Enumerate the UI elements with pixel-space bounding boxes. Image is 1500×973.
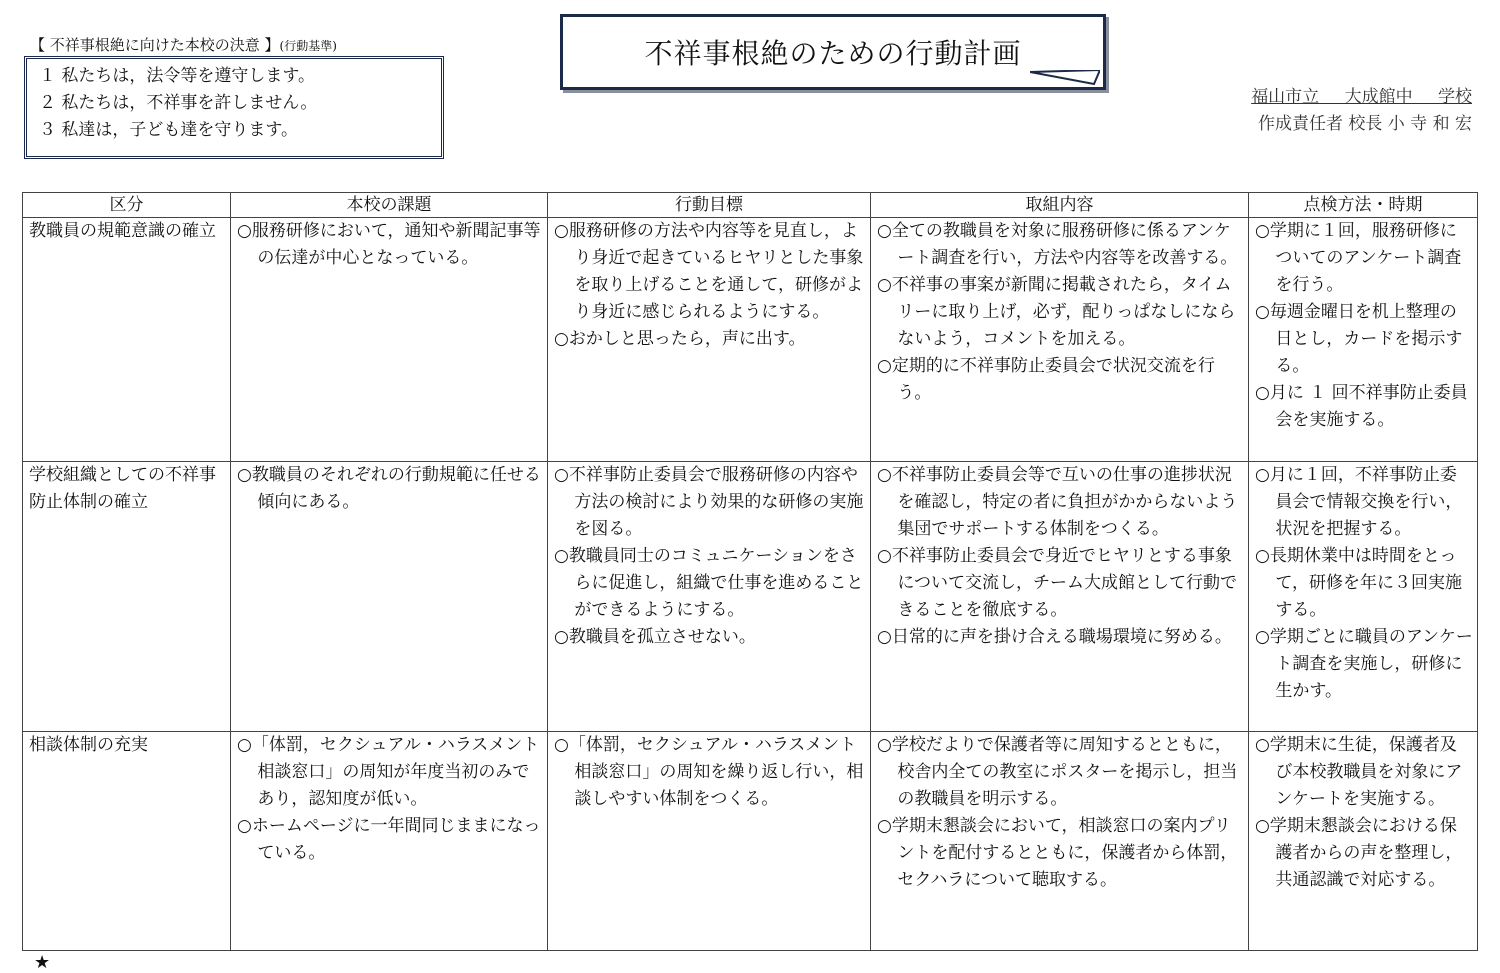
category-cell: 相談体制の充実 <box>23 731 231 950</box>
list-item: ○定期的に不祥事防止委員会で状況交流を行う。 <box>877 356 1215 403</box>
list-item: ○教職員のそれぞれの行動規範に任せる傾向にある。 <box>237 465 541 513</box>
list-item: ○ホームページに一年間同じままになっている。 <box>237 815 541 863</box>
list-item: ○教職員同士のコミュニケーションをさらに促進し，組織で仕事を進めることができるようにする。 <box>554 546 864 621</box>
list-item: ○おかしと思ったら，声に出す。 <box>554 329 806 349</box>
header-category: 区分 <box>23 193 231 218</box>
list-item: ○「体罰，セクシュアル・ハラスメント相談窓口」の周知を繰り返し行い，相談しやすい体制をつくる。 <box>554 734 864 809</box>
actions-cell <box>871 731 1249 950</box>
table-header-row <box>23 193 1478 218</box>
title-fold-decoration <box>1030 70 1100 86</box>
goals-cell <box>548 731 871 950</box>
header-issues: 本校の課題 <box>231 193 548 218</box>
issues-cell <box>231 731 548 950</box>
table-row <box>23 218 1478 462</box>
category-cell: 学校組織としての不祥事防止体制の確立 <box>23 462 231 731</box>
list-item: ○不祥事防止委員会等で互いの仕事の進捗状況を確認し，特定の者に負担がかからないよう集団でサポートする体制をつくる。 <box>877 465 1238 540</box>
issues-cell <box>231 218 548 462</box>
page-title: 不祥事根絶のための行動計画 <box>560 14 1106 90</box>
list-item: ○不祥事防止委員会で服務研修の内容や方法の検討により効果的な研修の実施を図る。 <box>554 465 864 540</box>
list-item: ○全ての教職員を対象に服務研修に係るアンケート調査を行い，方法や内容等を改善する。 <box>877 221 1238 268</box>
pledge-box <box>24 56 444 159</box>
list-item: ○学期末懇談会における保護者からの声を整理し，共通認識で対応する。 <box>1255 815 1463 890</box>
list-item: ○長期休業中は時間をとって，研修を年に３回実施する。 <box>1255 546 1463 621</box>
list-item: ○学期ごとに職員のアンケート調査を実施し，研修に生かす。 <box>1255 627 1473 702</box>
pledge-line: １ 私たちは，法令等を遵守します。 <box>39 66 316 86</box>
checks-cell <box>1249 218 1478 462</box>
list-item: ○服務研修において，通知や新聞記事等の伝達が中心となっている。 <box>237 221 541 268</box>
pledge-line: ３ 私達は，子ども達を守ります。 <box>39 120 299 140</box>
actions-cell <box>871 462 1249 731</box>
header-checks: 点検方法・時期 <box>1249 193 1478 218</box>
list-item: ○学期末に生徒，保護者及び本校教職員を対象にアンケートを実施する。 <box>1255 734 1463 809</box>
star-icon: ★ <box>34 952 51 973</box>
author: 作成責任者 校長 小 寺 和 宏 <box>1257 114 1472 134</box>
table-row <box>23 731 1478 950</box>
school-name: 福山市立 大成館中 学校 <box>1251 87 1472 107</box>
checks-cell <box>1249 462 1478 731</box>
goals-cell <box>548 462 871 731</box>
list-item: ○学校だよりで保護者等に周知するとともに，校舎内全ての教室にポスターを掲示し，担当の教職員を明示する。 <box>877 734 1238 809</box>
list-item: ○不祥事防止委員会で身近でヒヤリとする事象について交流し，チーム大成館として行動できることを徹底する。 <box>877 546 1238 621</box>
table-row <box>23 462 1478 731</box>
list-item: ○学期に１回，服務研修についてのアンケート調査を行う。 <box>1255 221 1462 295</box>
pledge-heading-note: (行動基準) <box>279 39 337 53</box>
list-item: ○服務研修の方法や内容等を見直し，より身近で起きているヒヤリとした事象を取り上げることを通して，研修がより身近に感じられるようにする。 <box>554 221 864 322</box>
pledge-line: ２ 私たちは，不祥事を許しません。 <box>39 93 318 113</box>
list-item: ○毎週金曜日を机上整理の日とし，カードを掲示する。 <box>1255 302 1463 376</box>
goals-cell <box>548 218 871 462</box>
action-plan-table <box>22 192 1478 951</box>
pledge-heading <box>30 34 337 55</box>
pledge-heading-text: 【 不祥事根絶に向けた本校の決意 】 <box>30 36 280 54</box>
list-item: ○学期末懇談会において，相談窓口の案内プリントを配付するとともに，保護者から体罰，セクハラについて聴取する。 <box>877 815 1238 890</box>
issues-cell <box>231 462 548 731</box>
list-item: ○教職員を孤立させない。 <box>554 627 756 648</box>
list-item: ○月に １ 回不祥事防止委員会を実施する。 <box>1255 383 1468 430</box>
category-cell: 教職員の規範意識の確立 <box>23 218 231 462</box>
header-goals: 行動目標 <box>548 193 871 218</box>
list-item: ○日常的に声を掛け合える職場環境に努める。 <box>877 627 1232 648</box>
list-item: ○不祥事の事案が新聞に掲載されたら，タイムリーに取り上げ，必ず，配りっぱなしにならないよう，コメントを加える。 <box>877 275 1236 349</box>
header-actions: 取組内容 <box>871 193 1249 218</box>
actions-cell <box>871 218 1249 462</box>
school-info <box>1251 84 1472 138</box>
list-item: ○「体罰，セクシュアル・ハラスメント相談窓口」の周知が年度当初のみであり，認知度が低い。 <box>237 734 540 809</box>
list-item: ○月に１回，不祥事防止委員会で情報交換を行い，状況を把握する。 <box>1255 465 1463 540</box>
checks-cell <box>1249 731 1478 950</box>
